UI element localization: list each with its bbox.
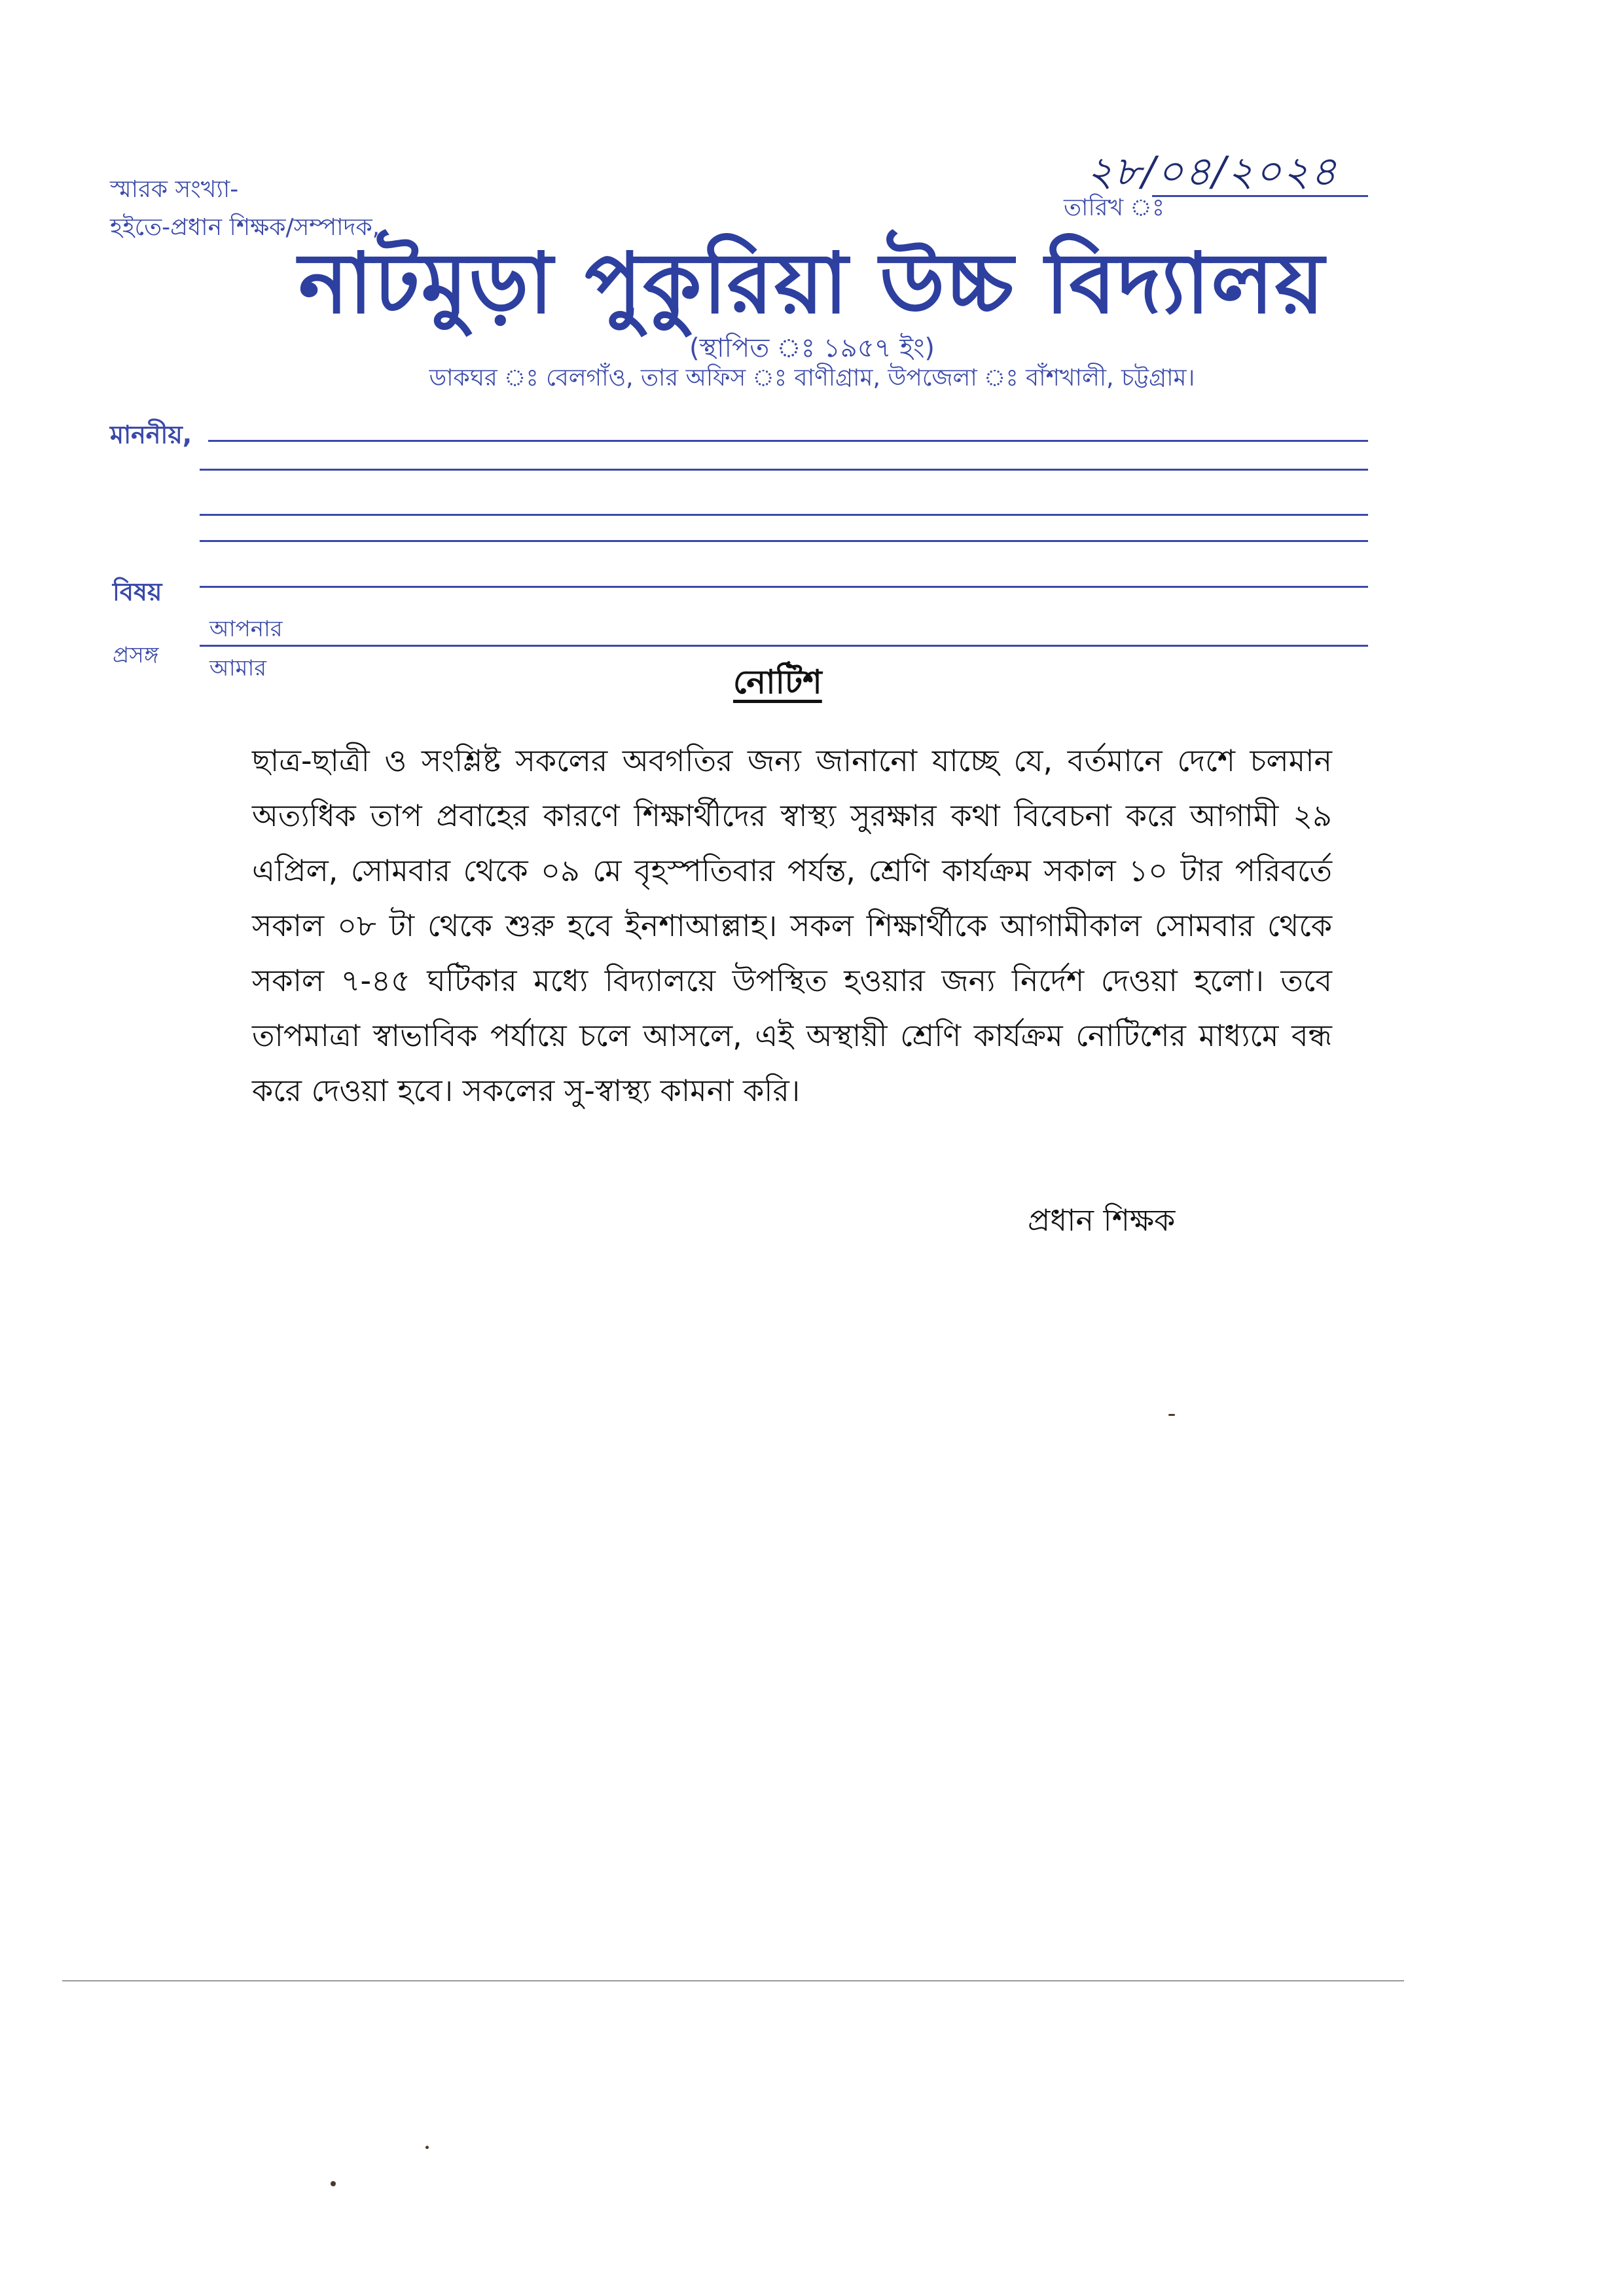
my-reference-label: আমার [209,655,267,681]
scan-speck [331,2181,336,2186]
reference-line [200,645,1368,647]
notice-title: নোটিশ [733,663,822,701]
signature-headmaster: প্রধান শিক্ষক [1028,1202,1176,1238]
established-year: (স্থাপিত ঃ ১৯৫৭ ইং) [689,333,935,363]
school-name: নাটমুড়া পুকুরিয়া উচ্চ বিদ্যালয় [298,235,1326,333]
context-label: প্রসঙ্গ [113,642,159,668]
date-line [1152,195,1368,197]
from-label: হইতে-প্রধান শিক্ষক/সম্পাদক, [110,214,380,241]
subject-line [200,586,1368,588]
memo-number-label: স্মারক সংখ্যা- [110,176,239,203]
handwritten-date: ২৮/০৪/২০২৪ [1087,147,1339,195]
addressee-line-4 [200,540,1368,542]
subject-label: বিষয় [113,577,162,606]
honorable-label: মাননীয়, [110,420,192,449]
your-reference-label: আপনার [209,616,283,642]
school-address: ডাকঘর ঃ বেলগাঁও, তার অফিস ঃ বাণীগ্রাম, উপজেলা ঃ বাঁশখালী, চট্টগ্রাম। [429,365,1195,391]
scan-speck [425,2146,429,2149]
date-label: তারিখ ঃ [1064,194,1165,221]
addressee-line-1 [208,440,1368,442]
addressee-line-2 [200,469,1368,471]
scan-speck [1168,1414,1175,1416]
footer-divider [62,1980,1404,1981]
notice-body: ছাত্র-ছাত্রী ও সংশ্লিষ্ট সকলের অবগতির জন্য জানানো যাচ্ছে যে, বর্তমানে দেশে চলমান অত্যধিক তাপ প্রবাহের কারণে শিক্ষার্থীদের স্বাস্থ্য সুরক্ষার কথা বিবেচনা করে আগামী ২৯ এপ্রিল, সোমবার থেকে ০৯ মে বৃহস্পতিবার পর্যন্ত, শ্রেণি কার্যক্রম সকাল ১০ টার পরিবর্তে সকাল ০৮ টা থেকে শুরু হবে ইনশাআল্লাহ। সকল শিক্ষার্থীকে আগামীকাল সোমবার থেকে সকাল ৭-৪৫ ঘটিকার মধ্যে বিদ্যালয়ে উপস্থিত হওয়ার জন্য নির্দেশ দেওয়া হলো। তবে তাপমাত্রা স্বাভাবিক পর্যায়ে চলে আসলে, এই অস্থায়ী শ্রেণি কার্যক্রম নোটিশের মাধ্যমে বন্ধ করে দেওয়া হবে। সকলের সু-স্বাস্থ্য কামনা করি। [252,743,1332,1108]
addressee-line-3 [200,514,1368,516]
